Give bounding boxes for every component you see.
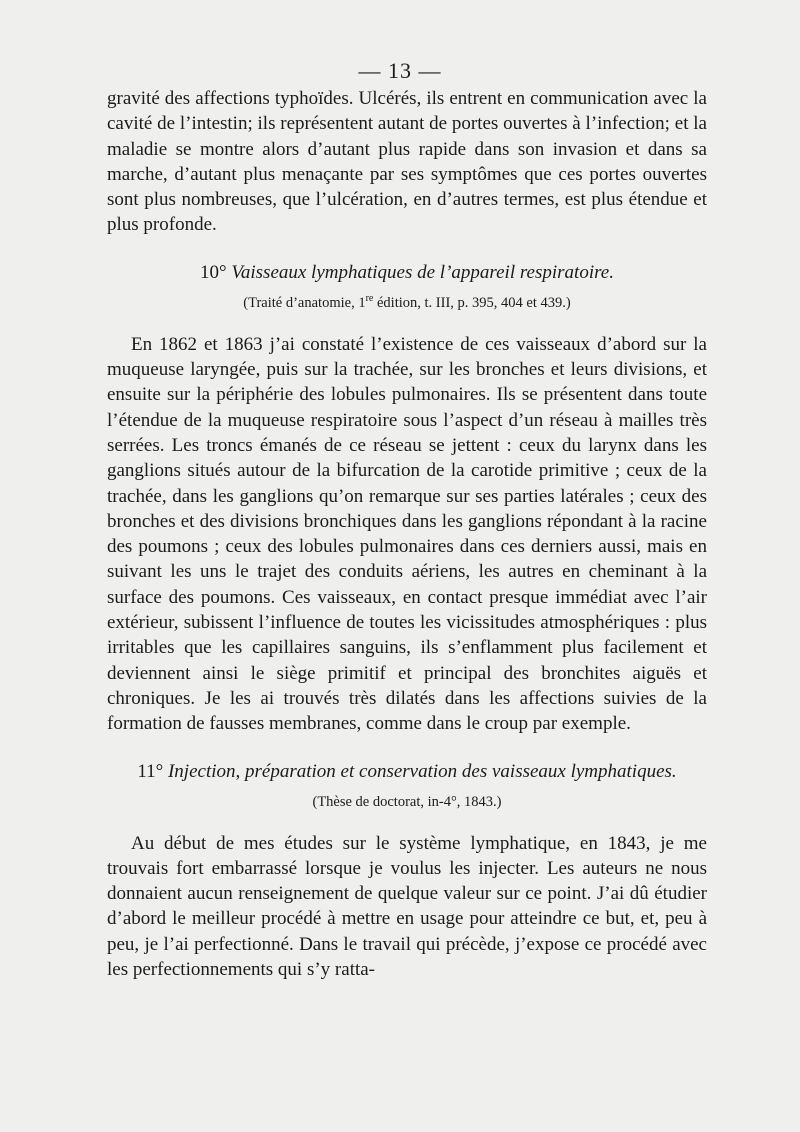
page-content [107, 86, 707, 982]
section-title-11 [107, 759, 707, 784]
intro-paragraph: gravité des affections typhoïdes. Ulcérés, ils entrent en communication avec la cavité de l’intestin; ils représentent autant de portes ouvertes à l’infection; et la maladie se montre alors d’autant plus rapide dans son invasion et dans sa marche, d’autant plus menaçante par ses symptômes que ces portes ouvertes sont plus nombreuses, que l’ulcération, en d’autres termes, est plus étendue et plus profonde. [107, 88, 707, 236]
section-title-text-10: Vaisseaux lymphatiques de l’appareil respiratoire. [231, 261, 614, 283]
reference-prefix-10: (Traité d’anatomie, 1 [243, 294, 366, 311]
reference-suffix-10: édition, t. III, p. 395, 404 et 439.) [373, 294, 571, 311]
section-number-10: 10° [200, 261, 227, 283]
section-number-11: 11° [137, 760, 164, 782]
section-body-11: Au début de mes études sur le système lymphatique, en 1843, je me trouvais fort embarrassé lorsque je voulus les injecter. Les auteurs ne nous donnaient aucun renseignement de quelque valeur sur ce point. J’ai dû étudier d’abord le meilleur procédé à mettre en usage pour atteindre ce but, et, peu à peu, je l’ai perfectionné. Dans le travail qui précède, j’expose ce procédé avec les perfectionnements qui s’y ratta- [107, 832, 707, 981]
page-number: — 13 — [358, 58, 442, 83]
section-body-10: En 1862 et 1863 j’ai constaté l’existence de ces vaisseaux d’abord sur la muqueuse laryngée, puis sur la trachée, sur les bronches et leurs divisions, et ensuite sur la périphérie des lobules pulmonaires. Ils se présentent dans toute l’étendue de la muqueuse respiratoire sous l’aspect d’un réseau à mailles très serrées. Les troncs émanés de ce réseau se jettent : ceux du larynx dans les ganglions situés autour de la bifurcation de la carotide primitive ; ceux de la trachée, dans les ganglions qu’on remarque sur ses parties latérales ; ceux des bronches et des divisions bronchiques dans les ganglions répondant à la racine des poumons ; ceux des lobules pulmonaires dans ces derniers aussi, mais en suivant les uns le trajet des conduits aériens, les autres en cheminant à la surface des poumons. Ces vaisseaux, en contact presque immédiat avec l’air extérieur, subissent l’influence de toutes les vicissitudes atmosphériques : plus irritables que les capillaires sanguins, ils s’enflamment plus facilement et deviennent ainsi le siège primitif et principal des bronchites aiguës et chroniques. Je les ai trouvés très dilatés dans les affections suivies de la formation de fausses membranes, comme dans le croup par exemple. [107, 333, 707, 735]
section-reference-10 [107, 293, 707, 313]
section-title-10 [107, 260, 707, 285]
section-reference-11: (Thèse de doctorat, in-4°, 1843.) [312, 793, 502, 810]
reference-superscript-10: re [365, 292, 374, 304]
section-title-text-11: Injection, préparation et conservation des vaisseaux lymphatiques. [167, 760, 677, 782]
